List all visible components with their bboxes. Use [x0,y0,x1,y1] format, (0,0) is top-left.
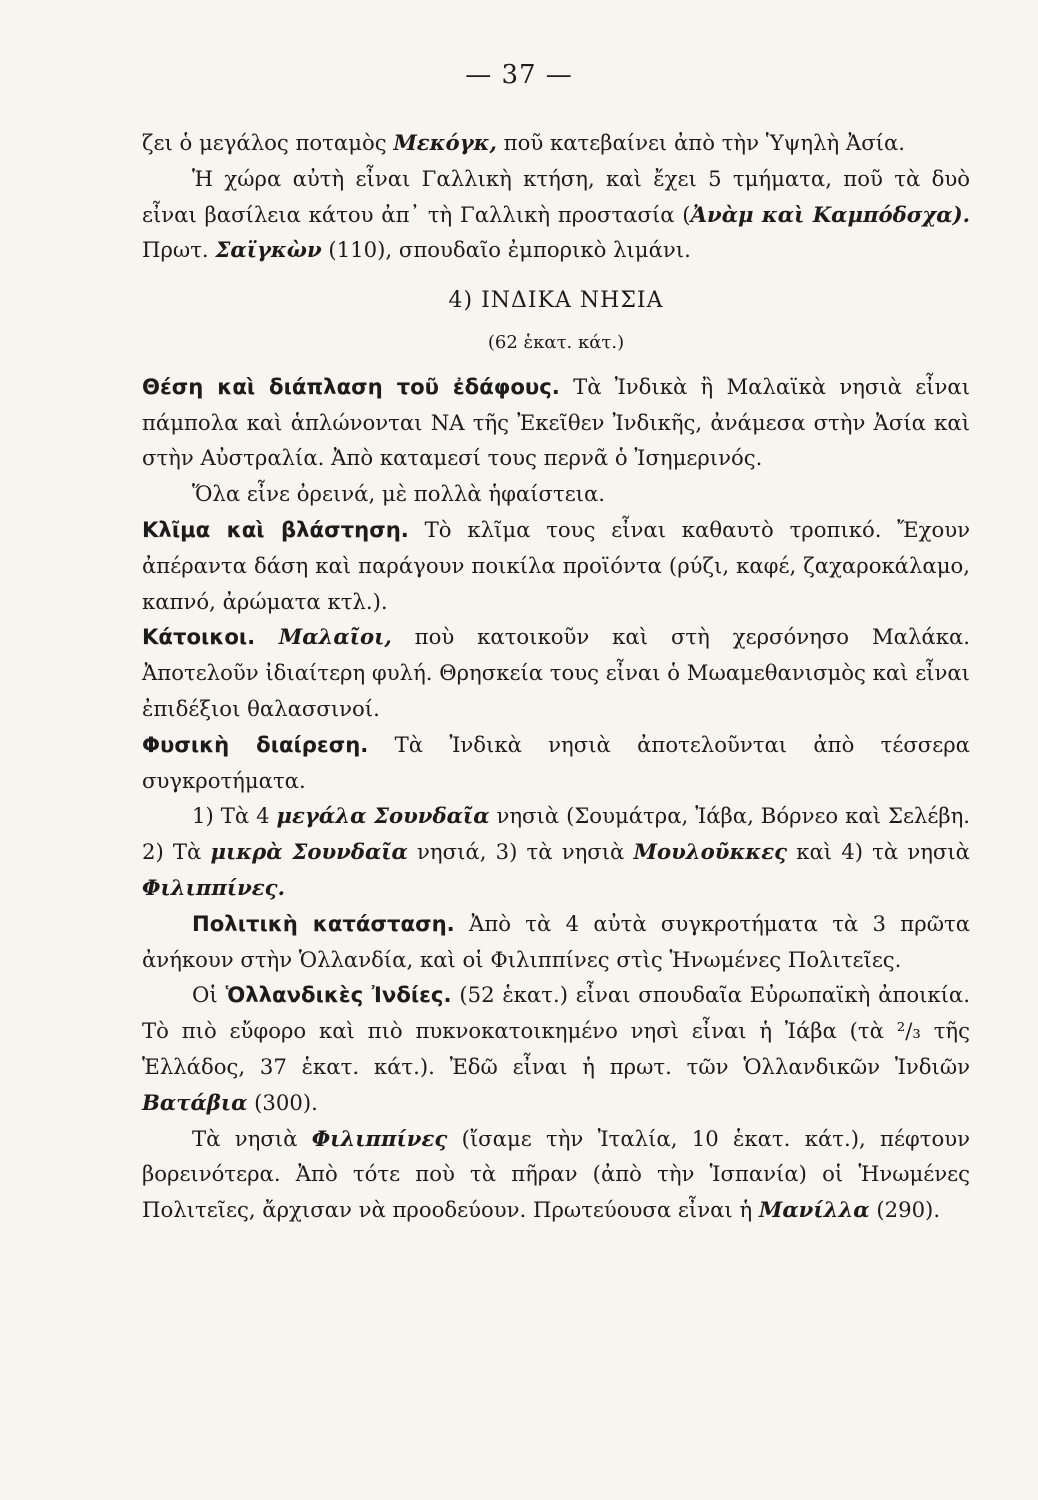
paragraph-heading: Ὁλλανδικὲς Ἰνδίες. [225,982,452,1008]
page-number: — 37 — [465,60,573,90]
text-run: Ἀπὸ τὰ 4 αὐτὰ συγκροτήματα τὰ 3 πρῶτα ἀνήκουν στὴν Ὁλλανδία, καὶ οἱ Φιλιππίνες στὶς Ἡνωμένες Πολιτεῖες. [142,910,970,972]
section-title: 4) ΙΝΔΙΚΑ ΝΗΣΙΑ [448,288,664,314]
paragraph-colony [142,161,970,268]
paragraph-heading: Κλῖμα καὶ βλάστηση. [142,516,409,542]
paragraph-people [142,619,970,726]
text-run: Ἡ χώρα αὐτὴ εἶναι Γαλλικὴ κτήση, καὶ ἔχει 5 τμήματα, ποῦ τὰ δυὸ εἶναι βασίλεια κάτου ἀπ᾿ τὴ Γαλλικὴ προστασία ( [142,165,970,227]
paragraph-position [142,369,970,476]
paragraph-heading: Θέση καὶ διάπλαση τοῦ ἐδάφους. [142,373,560,399]
text-run: Τὰ Ἰνδικὰ νησιὰ ἀποτελοῦνται ἀπὸ τέσσερα συγκροτήματα. [142,731,970,793]
text-run: νησιὰ (Σουμάτρα, Ἰάβα, Βόρνεο καὶ Σελέβη. 2) Τὰ [142,803,971,865]
kingdoms-names: Ἀνὰμ καὶ Καμπόδσχα). [690,201,970,227]
text-run: (ἴσαμε τὴν Ἰταλία, 10 ἑκατ. κάτ.), πέφτουν βορεινότερα. Ἀπὸ τότε ποὺ τὰ πῆραν (ἀπὸ τὴν Ἱσπανία) οἱ Ἡνωμένες Πολιτεῖες, ἄρχισαν νὰ προοδεύουν. Πρωτεύουσα εἶναι ἡ [142,1125,971,1223]
text-run: Τὰ Ἰνδικὰ ἢ Μαλαϊκὰ νησιὰ εἶναι πάμπολα καὶ ἁπλώνονται ΝΑ τῆς Ἐκεῖθεν Ἰνδικῆς, ἀνάμεσα στὴν Ἀσία καὶ στὴν Αὐστραλία. Ἀπὸ καταμεσί τους περνᾶ ὁ Ἰσημερινός. [142,373,970,471]
group-name: μεγάλα Σουνδαῖα [276,803,490,829]
paragraph-division [142,727,970,799]
text-run: Πρωτ. [142,237,216,263]
paragraph-philippines [142,1121,970,1228]
text-run: Οἱ [192,982,226,1008]
capital-name: Βατάβια [142,1089,248,1115]
paragraph-dutch-indies [142,977,970,1120]
paragraph-political [142,906,970,978]
paragraph-intro [142,125,970,161]
group-name: Μουλοῦκκες [633,839,788,865]
paragraph-mountains: Ὅλα εἶνε ὀρεινά, μὲ πολλὰ ἡφαίστεια. [192,481,606,507]
text-run: (110), σπουδαῖο ἐμπορικὸ λιμάνι. [321,237,691,263]
paragraph-heading: Φυσικὴ διαίρεση. [142,731,369,757]
text-run: (300). [247,1089,318,1115]
group-name: Φιλιππίνες. [142,874,285,900]
paragraph-heading: Κάτοικοι. [142,624,256,650]
text-run: καὶ 4) τὰ νησιὰ [787,839,970,865]
capital-name: Μανίλλα [758,1197,870,1223]
text-run: νησιά, 3) τὰ νησιὰ [407,839,634,865]
text-run: ζει ὁ μεγάλος ποταμὸς [142,130,394,155]
text-run: Τὸ κλῖμα τους εἶναι καθαυτὸ τροπικό. Ἔχουν ἀπέραντα δάση καὶ παράγουν ποικίλα προϊόντα (ρύζι, καφέ, ζαχαροκάλαμο, καπνό, ἀρώματα κτλ.). [142,516,970,614]
paragraph-climate [142,512,970,619]
capital-name: Σαϊγκὼν [215,237,322,263]
text-run: 1) Τὰ 4 [192,803,277,829]
text-run: (290). [869,1197,941,1223]
text-run: Τὰ νησιὰ [192,1125,312,1151]
text-run: (52 ἑκατ.) εἶναι σπουδαῖα Εὐρωπαϊκὴ ἀποικία. Τὸ πιὸ εὔφορο καὶ πιὸ πυκνοκατοικημένο νησὶ εἶναι ἡ Ἰάβα (τὰ ²/₃ τῆς Ἑλλάδος, 37 ἑκατ. κάτ.). Ἐδῶ εἶναι ἡ πρωτ. τῶν Ὁλλανδικῶν Ἰνδιῶν [142,982,970,1079]
people-name: Μαλαῖοι, [255,624,392,650]
paragraph-groups [142,798,970,905]
section-population-note: (62 ἑκατ. κάτ.) [487,331,625,353]
paragraph-heading: Πολιτικὴ κατάσταση. [192,910,455,936]
group-name: μικρὰ Σουνδαῖα [210,839,408,865]
river-name: Μεκόγκ, [393,130,497,155]
group-name: Φιλιππίνες [311,1125,448,1151]
text-run: ποὺ κατοικοῦν καὶ στὴ χερσόνησο Μαλάκα. Ἀποτελοῦν ἰδιαίτερη φυλή. Θρησκεία τους εἶναι ὁ Μωαμεθανισμὸς καὶ εἶναι ἐπιδέξιοι θαλασσινοί. [142,624,970,721]
page-text [142,125,970,1228]
text-run: ποῦ κατεβαίνει ἀπὸ τὴν Ὑψηλὴ Ἀσία. [496,130,906,155]
